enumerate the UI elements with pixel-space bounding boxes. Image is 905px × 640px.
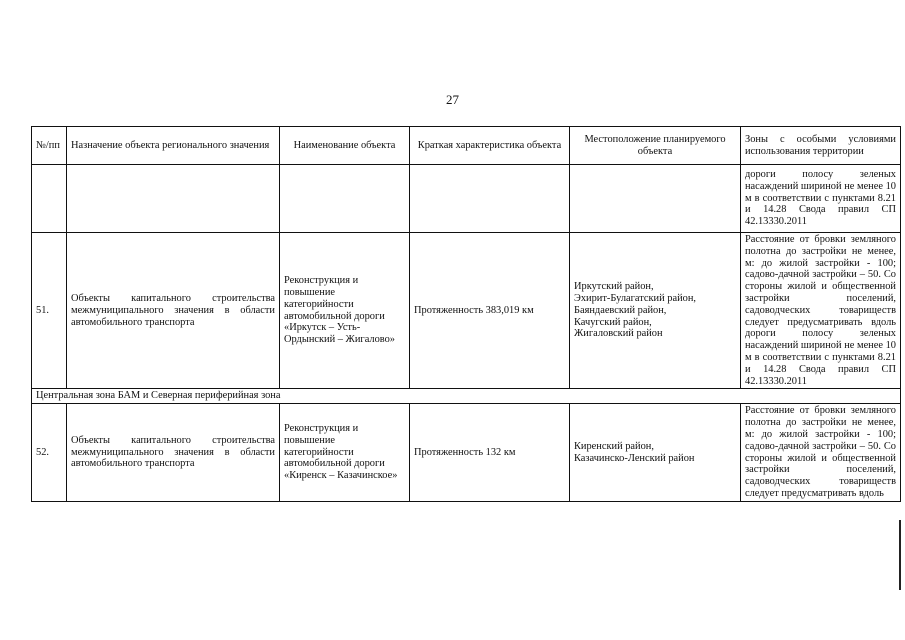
table-row-continuation	[32, 165, 901, 233]
cell-location	[570, 165, 741, 233]
table-header-row	[32, 127, 901, 165]
header-purpose: Назначение объекта регионального значения	[67, 127, 280, 165]
table-row	[32, 233, 901, 389]
header-name: Наименование объекта	[280, 127, 410, 165]
header-num: №/пп	[32, 127, 67, 165]
cell-location: Иркутский район, Эхирит-Булагатский район, Баяндаевский район, Качугский район, Жигаловский район	[570, 233, 741, 389]
cell-location: Киренский район, Казачинско-Ленский район	[570, 404, 741, 501]
zone-section-row	[32, 389, 901, 404]
zone-section-label: Центральная зона БАМ и Северная периферийная зона	[32, 389, 901, 404]
cell-num: 51.	[32, 233, 67, 389]
cell-zones: Расстояние от бровки земляного полотна до застройки не менее, м: до жилой застройки - 100; садово-дачной застройки – 50. Со стороны жилой и общественной застройки поселений, садоводческих товариществ следует предусматривать вдоль	[741, 404, 901, 501]
cell-purpose: Объекты капитального строительства межмуниципального значения в области автомобильного транспорта	[67, 233, 280, 389]
objects-table	[31, 126, 901, 502]
cell-characteristic: Протяженность 132 км	[410, 404, 570, 501]
header-location: Местоположение планируемого объекта	[570, 127, 741, 165]
page-number: 27	[446, 92, 459, 107]
cell-name: Реконструкция и повышение категорийности автомобильной дороги «Киренск – Казачинское»	[280, 404, 410, 501]
scan-edge-mark	[899, 520, 901, 590]
cell-characteristic	[410, 165, 570, 233]
cell-characteristic: Протяженность 383,019 км	[410, 233, 570, 389]
cell-purpose	[67, 165, 280, 233]
cell-name: Реконструкция и повышение категорийности автомобильной дороги «Иркутск – Усть-Ордынский – Жигалово»	[280, 233, 410, 389]
cell-purpose: Объекты капитального строительства межмуниципального значения в области автомобильного транспорта	[67, 404, 280, 501]
cell-zones: Расстояние от бровки земляного полотна до застройки не менее, м: до жилой застройки - 100; садово-дачной застройки – 50. Со стороны жилой и общественной застройки поселений, садоводческих товариществ следует предусматривать вдоль дороги полосу зеленых насаждений шириной не менее 10 м в соответствии с пунктами 8.21 и 14.28 Свода правил СП 42.13330.2011	[741, 233, 901, 389]
cell-num	[32, 165, 67, 233]
cell-num: 52.	[32, 404, 67, 501]
cell-zones: дороги полосу зеленых насаждений шириной не менее 10 м в соответствии с пунктами 8.21 и 14.28 Свода правил СП 42.13330.2011	[741, 165, 901, 233]
cell-name	[280, 165, 410, 233]
header-characteristic: Краткая характеристика объекта	[410, 127, 570, 165]
table-row	[32, 404, 901, 501]
header-zones: Зоны с особыми условиями использования территории	[741, 127, 901, 165]
